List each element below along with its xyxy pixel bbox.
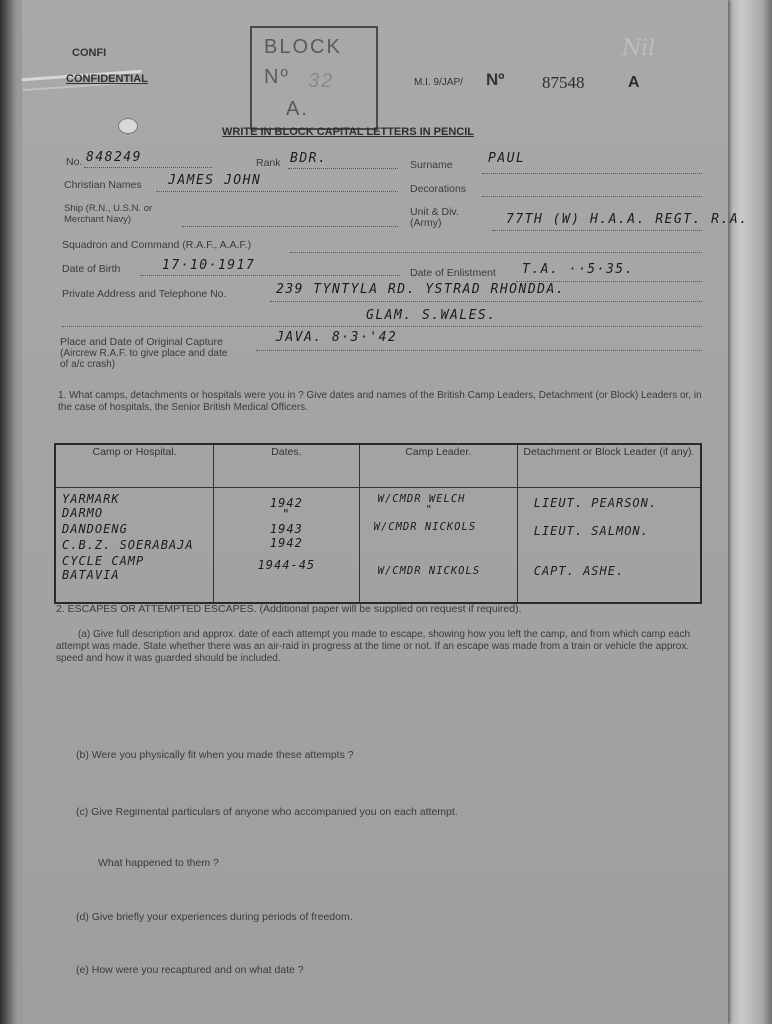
table-header-row <box>55 444 701 488</box>
stamp-no-text: Nº <box>264 66 290 88</box>
leader-entry: W/CMDR WELCH <box>377 493 466 505</box>
detachment-entry: LIEUT. PEARSON. <box>533 496 658 510</box>
block-stamp <box>250 26 378 130</box>
decorations-line <box>482 196 702 197</box>
capture-label: Place and Date of Original Capture <box>60 336 223 348</box>
camps-table <box>54 443 702 604</box>
document-sheet <box>22 0 749 1024</box>
address-line-2 <box>62 326 702 327</box>
decorations-label: Decorations <box>410 183 467 195</box>
instruction-heading: WRITE IN BLOCK CAPITAL LETTERS IN PENCIL <box>222 126 474 138</box>
date-entry: 1944-45 <box>257 558 316 572</box>
confidential-partial: CONFI <box>72 47 107 59</box>
camp-entry: YARMARK <box>62 492 120 506</box>
confidential-label: CONFIDENTIAL <box>66 73 148 85</box>
address-value-1: 239 TYNTYLA RD. YSTRAD RHONDDA. <box>276 282 566 297</box>
squadron-line <box>290 252 702 253</box>
ref-code: M.I. 9/JAP/ <box>414 77 463 88</box>
surname-line <box>482 173 702 174</box>
punch-hole <box>118 118 138 134</box>
question-2b: (b) Were you physically fit when you made these attempts ? <box>76 749 354 761</box>
question-1: 1. What camps, detachments or hospitals were you in ? Give dates and names of the British Camp Leaders, Detachment (or Block) Leaders or, in the case of hospitals, the Senior British Medical Officers. <box>58 390 702 413</box>
leader-entry: W/CMDR NICKOLS <box>373 521 477 533</box>
capture-value: JAVA. 8·3·'42 <box>276 330 398 345</box>
question-2d: (d) Give briefly your experiences during periods of freedom. <box>76 911 353 923</box>
ship-label: Ship (R.N., U.S.N. or Merchant Navy) <box>64 203 153 225</box>
ref-number: 87548 <box>542 73 585 92</box>
camp-entry: C.B.Z. SOERABAJA <box>62 538 194 552</box>
leader-entry: " <box>425 504 433 516</box>
header-leader: Camp Leader. <box>359 444 517 488</box>
header-camp: Camp or Hospital. <box>55 444 214 488</box>
surname-value: PAUL <box>488 151 526 166</box>
rank-label: Rank <box>256 157 281 169</box>
dob-line <box>140 275 400 276</box>
date-entry: " <box>282 507 291 521</box>
question-2c: (c) Give Regimental particulars of anyone who accompanied you on each attempt. <box>76 806 458 818</box>
detachment-cell <box>517 488 701 604</box>
no-value: 848249 <box>86 150 142 165</box>
camp-entry: DARMO <box>62 506 104 520</box>
date-entry: 1942 <box>269 496 303 510</box>
christian-value: JAMES JOHN <box>168 173 262 188</box>
header-detachment: Detachment or Block Leader (if any). <box>517 444 701 488</box>
date-entry: 1943 <box>269 522 303 536</box>
christian-line <box>156 191 398 192</box>
ref-suffix: A <box>628 74 640 91</box>
ref-no-label: Nº <box>486 70 505 89</box>
christian-label: Christian Names <box>64 179 142 191</box>
camp-cell <box>55 488 214 604</box>
address-value-2: GLAM. S.WALES. <box>366 308 497 323</box>
leader-entry: W/CMDR NICKOLS <box>377 565 481 577</box>
no-line <box>84 167 212 168</box>
rank-line <box>288 168 398 169</box>
stamp-number: 32 <box>308 70 335 92</box>
dob-value: 17·10·1917 <box>162 258 256 273</box>
date-entry: 1942 <box>269 536 303 550</box>
dates-cell <box>214 488 360 604</box>
camp-entry: DANDOENG <box>62 522 128 536</box>
question-2c-followup: What happened to them ? <box>98 857 219 869</box>
surname-label: Surname <box>410 159 453 171</box>
address-label: Private Address and Telephone No. <box>62 288 227 300</box>
unit-label: Unit & Div. (Army) <box>410 206 459 229</box>
stamp-block-text: BLOCK <box>264 36 342 58</box>
corner-mark: Nil <box>622 36 656 61</box>
enlist-value: T.A. ··5·35. <box>522 262 634 277</box>
table-row <box>55 488 701 604</box>
ship-line <box>182 226 398 227</box>
header-dates: Dates. <box>214 444 360 488</box>
camp-entry: CYCLE CAMP <box>62 554 145 568</box>
capture-line <box>256 350 702 351</box>
camp-entry: BATAVIA <box>62 568 120 582</box>
no-label: No. <box>66 156 83 168</box>
detachment-entry: LIEUT. SALMON. <box>533 524 649 538</box>
dob-label: Date of Birth <box>62 263 121 275</box>
question-2a: (a) Give full description and approx. date of each attempt you made to escape, showing how you left the camp, and from which camp each attempt was made. State whether there was an air-raid in progress at the time or not. If an escape was made from a train or vehicle the approx. speed and how it was guarded should be included. <box>56 629 691 664</box>
paper-stack-edge <box>722 0 772 1024</box>
question-2e: (e) How were you recaptured and on what date ? <box>76 964 304 976</box>
leader-cell <box>359 488 517 604</box>
unit-value: 77TH (W) H.A.A. REGT. R.A. <box>506 212 749 227</box>
enlist-label: Date of Enlistment <box>410 267 496 279</box>
stamp-letter: A. <box>286 98 309 120</box>
rank-value: BDR. <box>290 151 328 166</box>
address-line-1 <box>270 301 702 302</box>
detachment-entry: CAPT. ASHE. <box>533 564 625 578</box>
capture-note: (Aircrew R.A.F. to give place and date of a/c crash) <box>60 348 228 370</box>
squadron-label: Squadron and Command (R.A.F., A.A.F.) <box>62 239 252 251</box>
section-2-title: 2. ESCAPES OR ATTEMPTED ESCAPES. (Additional paper will be supplied on request if required). <box>56 603 522 615</box>
unit-line <box>492 230 702 231</box>
